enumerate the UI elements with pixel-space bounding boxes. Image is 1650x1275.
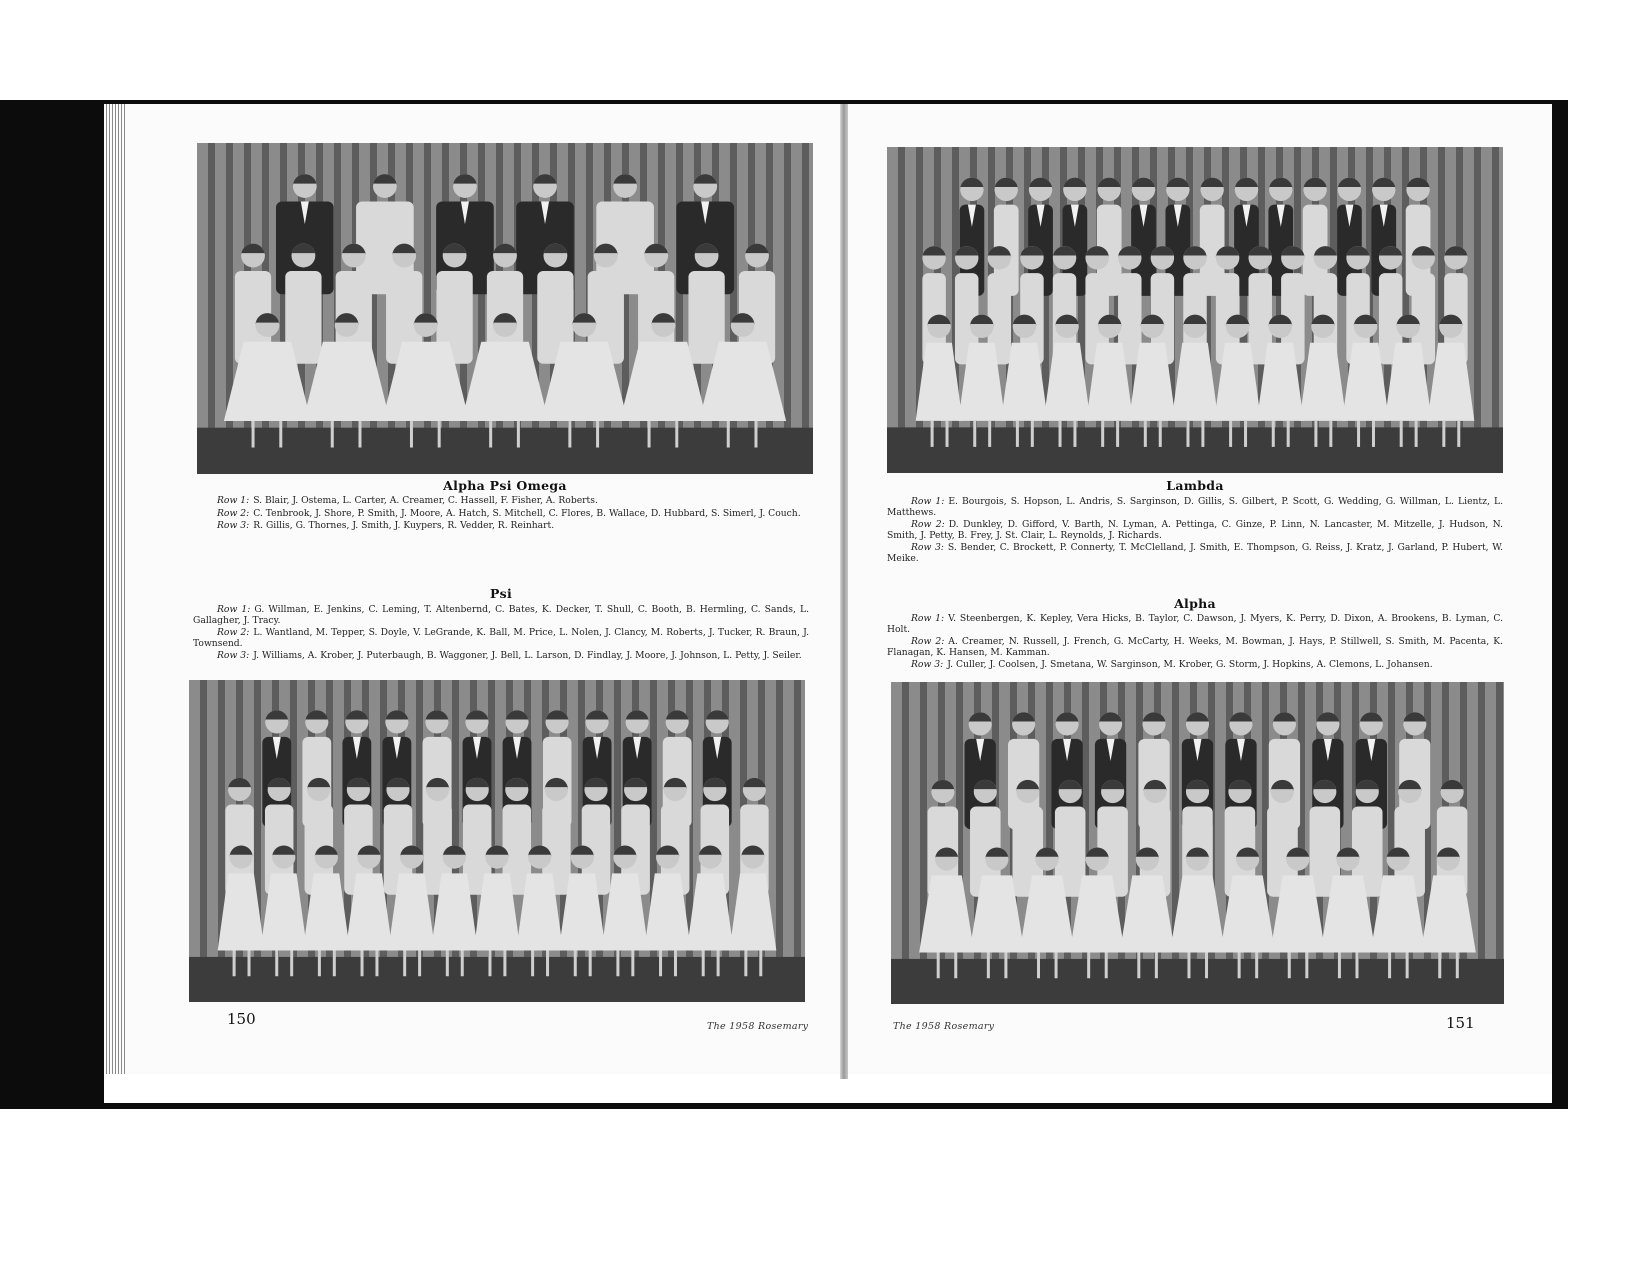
row-names: L. Wantland, M. Tepper, S. Doyle, V. LeGrande, K. Ball, M. Price, L. Nolen, J. Clancy, M. Roberts, J. Tucker, R. Braun, J. Townsend. xyxy=(193,627,809,649)
running-footer-right: The 1958 Rosemary xyxy=(893,1021,995,1032)
alpha-psi-omega-group-photo xyxy=(197,143,813,474)
alpha-psi-omega-title: Alpha Psi Omega xyxy=(443,478,567,493)
row-label: Row 3: xyxy=(911,542,944,554)
psi-title: Psi xyxy=(489,586,513,601)
scan-border-bottom xyxy=(0,1103,1568,1109)
photo-drawing xyxy=(891,682,1504,1004)
row-label: Row 1: xyxy=(217,604,251,615)
photo-drawing xyxy=(189,680,805,1002)
psi-group-photo xyxy=(189,680,805,1002)
caption-row xyxy=(887,660,1503,671)
caption-row xyxy=(887,614,1503,635)
caption-row xyxy=(887,637,1503,658)
caption-row xyxy=(193,651,809,662)
row-names: J. Culler, J. Coolsen, J. Smetana, W. Sarginson, M. Krober, G. Storm, J. Hopkins, A. Clemons, L. Johansen. xyxy=(947,659,1433,671)
row-names: S. Blair, J. Ostema, L. Carter, A. Creamer, C. Hassell, F. Fisher, A. Roberts. xyxy=(253,495,598,506)
caption-row xyxy=(193,605,809,626)
row-label: Row 3: xyxy=(217,520,250,532)
page-number-right: 151 xyxy=(1446,1014,1475,1032)
row-label: Row 3: xyxy=(911,659,944,671)
alpha-psi-omega-caption xyxy=(193,496,809,534)
running-footer-left: The 1958 Rosemary xyxy=(707,1021,809,1032)
row-names: C. Tenbrook, J. Shore, P. Smith, J. Moore, A. Hatch, S. Mitchell, C. Flores, B. Wallace, D. Hubbard, S. Simerl, J. Couch. xyxy=(253,507,801,519)
lambda-title: Lambda xyxy=(1166,478,1224,493)
book-page-edges xyxy=(104,104,126,1074)
caption-row xyxy=(887,543,1503,564)
photo-drawing xyxy=(197,143,813,474)
scan-border-right xyxy=(1552,100,1568,1108)
scan-border-left xyxy=(0,100,104,1108)
row-names: A. Creamer, N. Russell, J. French, G. McCarty, H. Weeks, M. Bowman, J. Hays, P. Stillwell, S. Smith, M. Pacenta, K. Flanagan, K. Hansen, M. Kamman. xyxy=(887,636,1503,658)
lambda-caption xyxy=(887,497,1503,567)
row-names: R. Gillis, G. Thornes, J. Smith, J. Kuypers, R. Vedder, R. Reinhart. xyxy=(253,520,555,532)
alpha-caption xyxy=(887,614,1503,673)
psi-caption xyxy=(193,605,809,664)
caption-row xyxy=(887,497,1503,518)
row-names: G. Willman, E. Jenkins, C. Leming, T. Altenbernd, C. Bates, K. Decker, T. Shull, C. Booth, B. Hermling, C. Sands, L. Gallagher, J. Tracy. xyxy=(193,604,809,626)
row-label: Row 2: xyxy=(911,636,945,648)
caption-row xyxy=(887,520,1503,541)
row-label: Row 2: xyxy=(217,627,250,639)
row-label: Row 2: xyxy=(911,519,945,531)
caption-row xyxy=(193,509,809,520)
page-number-left: 150 xyxy=(227,1010,256,1028)
alpha-group-photo xyxy=(891,682,1504,1004)
row-names: E. Bourgois, S. Hopson, L. Andris, S. Sarginson, D. Gillis, S. Gilbert, P. Scott, G. Wedding, G. Willman, L. Lientz, L. Matthews. xyxy=(887,496,1503,518)
row-label: Row 1: xyxy=(217,495,250,506)
book-gutter xyxy=(840,104,848,1079)
row-names: J. Williams, A. Krober, J. Puterbaugh, B. Waggoner, J. Bell, L. Larson, D. Findlay, J. Moore, J. Johnson, L. Petty, J. Seiler. xyxy=(253,650,802,662)
alpha-title: Alpha xyxy=(1174,596,1216,611)
row-label: Row 1: xyxy=(911,496,945,507)
row-label: Row 1: xyxy=(911,613,945,624)
row-label: Row 3: xyxy=(217,650,250,662)
caption-row xyxy=(193,521,809,532)
caption-row xyxy=(193,496,809,507)
row-names: V. Steenbergen, K. Kepley, Vera Hicks, B. Taylor, C. Dawson, J. Myers, K. Perry, D. Dixon, A. Brookens, B. Lyman, C. Holt. xyxy=(887,613,1503,635)
lambda-group-photo xyxy=(887,147,1503,473)
row-names: S. Bender, C. Brockett, P. Connerty, T. McClelland, J. Smith, E. Thompson, G. Reiss, J. Kratz, J. Garland, P. Hubert, W. Meike. xyxy=(887,542,1503,564)
caption-row xyxy=(193,628,809,649)
row-names: D. Dunkley, D. Gifford, V. Barth, N. Lyman, A. Pettinga, C. Ginze, P. Linn, N. Lancaster, M. Mitzelle, J. Hudson, N. Smith, J. Petty, B. Frey, J. St. Clair, L. Reynolds, J. Richards. xyxy=(887,519,1503,541)
photo-drawing xyxy=(887,147,1503,473)
row-label: Row 2: xyxy=(217,507,250,519)
